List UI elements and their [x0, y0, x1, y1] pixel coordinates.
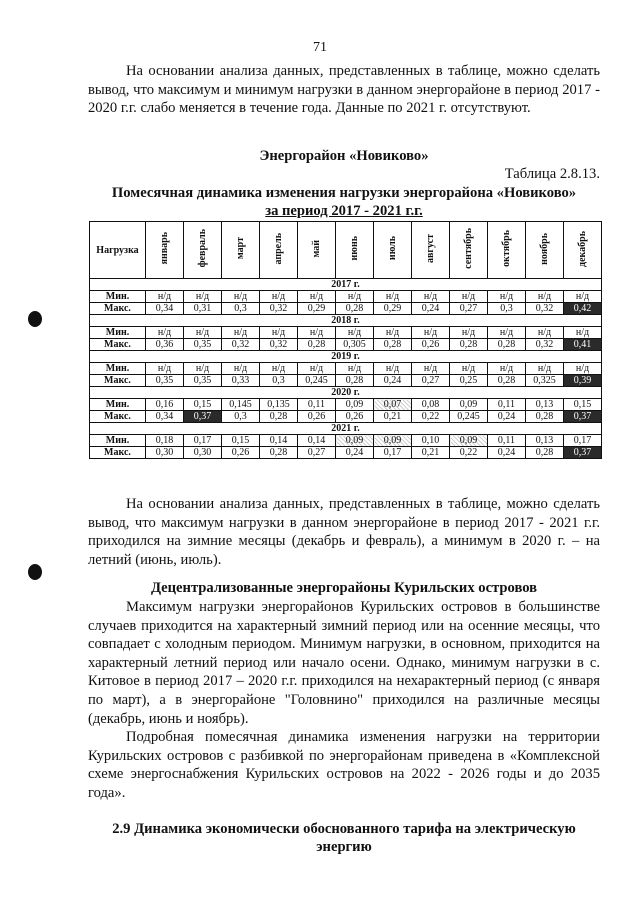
table-cell: 0,135: [260, 399, 298, 411]
table-cell: н/д: [488, 291, 526, 303]
table-cell: 0,27: [450, 303, 488, 315]
table-cell: 0,15: [564, 399, 602, 411]
table-cell: н/д: [260, 327, 298, 339]
table-row: [90, 411, 602, 423]
table-cell: 0,22: [412, 411, 450, 423]
table-cell: 0,13: [526, 435, 564, 447]
table-cell: н/д: [298, 291, 336, 303]
punch-hole: [28, 311, 42, 327]
header-month-label: август: [425, 234, 436, 263]
table-caption-line2: за период 2017 - 2021 г.г.: [265, 203, 423, 219]
table-cell: 0,28: [526, 411, 564, 423]
table-cell: н/д: [184, 327, 222, 339]
table-cell: 0,24: [374, 375, 412, 387]
header-month-label: май: [311, 239, 322, 258]
table-row: [90, 303, 602, 315]
row-label: Макс.: [90, 339, 146, 351]
table-cell: н/д: [374, 363, 412, 375]
table-cell: н/д: [298, 327, 336, 339]
header-month-label: апрель: [273, 232, 284, 265]
table-cell: 0,21: [374, 411, 412, 423]
row-label: Макс.: [90, 411, 146, 423]
table-cell: н/д: [412, 327, 450, 339]
table-cell: н/д: [412, 291, 450, 303]
conclusion-paragraph: На основании анализа данных, представленных в таблице, можно сделать вывод, что максимум нагрузки в данном энергорайоне в период 2017 - 2021 г.г. приходился на зимние месяцы (декабрь и февраль), а минимум в 2020 г. – на летний (июнь, июль).: [88, 496, 600, 568]
table-cell: н/д: [526, 291, 564, 303]
table-cell: 0,37: [564, 447, 602, 459]
year-row: [90, 387, 602, 399]
table-cell: 0,35: [146, 375, 184, 387]
section3-title-line2: энергию: [316, 839, 372, 855]
table-cell: 0,34: [146, 303, 184, 315]
table-caption-line1: Помесячная динамика изменения нагрузки энергорайона «Новиково»: [111, 185, 577, 201]
table-cell: 0,33: [222, 375, 260, 387]
header-month-label: ноябрь: [539, 232, 550, 265]
header-month: [184, 222, 222, 279]
year-label: 2021 г.: [90, 423, 602, 435]
intro-paragraph: На основании анализа данных, представленных в таблице, можно сделать вывод, что максимум и минимум нагрузки в данном энергорайоне в период 2017 - 2020 г.г. слабо меняется в течение года. Данные по 2021 г. отсутствуют.: [88, 63, 600, 117]
punch-hole: [28, 564, 42, 580]
header-month-label: июль: [387, 236, 398, 261]
table-cell: 0,145: [222, 399, 260, 411]
table-caption: [88, 184, 600, 220]
table-cell: 0,3: [222, 411, 260, 423]
table-cell: 0,42: [564, 303, 602, 315]
table-cell: н/д: [374, 327, 412, 339]
table-cell: 0,3: [222, 303, 260, 315]
header-month: [450, 222, 488, 279]
table-cell: 0,32: [526, 339, 564, 351]
header-month: [564, 222, 602, 279]
table-cell: 0,24: [488, 447, 526, 459]
table-cell: 0,27: [298, 447, 336, 459]
table-cell: н/д: [260, 363, 298, 375]
header-month-label: февраль: [197, 229, 208, 268]
table-cell: 0,36: [146, 339, 184, 351]
header-month: [146, 222, 184, 279]
header-month: [412, 222, 450, 279]
table-cell: 0,325: [526, 375, 564, 387]
row-label: Мин.: [90, 291, 146, 303]
section2-title: Децентрализованные энергорайоны Курильских островов: [150, 580, 538, 596]
table-cell: 0,24: [336, 447, 374, 459]
page-number: 71: [313, 40, 327, 55]
table-cell: 0,09: [336, 399, 374, 411]
table-cell: 0,10: [412, 435, 450, 447]
table-cell: 0,09: [336, 435, 374, 447]
table-cell: н/д: [336, 291, 374, 303]
year-row: [90, 279, 602, 291]
table-cell: 0,09: [374, 435, 412, 447]
row-label: Макс.: [90, 303, 146, 315]
table-cell: 0,15: [184, 399, 222, 411]
header-month-label: декабрь: [577, 230, 588, 267]
table-cell: 0,28: [526, 447, 564, 459]
year-row: [90, 423, 602, 435]
table-cell: 0,28: [336, 303, 374, 315]
table-cell: 0,11: [488, 435, 526, 447]
table-cell: н/д: [146, 363, 184, 375]
table-cell: н/д: [564, 363, 602, 375]
table-cell: н/д: [222, 327, 260, 339]
table-cell: н/д: [450, 363, 488, 375]
header-month-label: март: [235, 237, 246, 260]
table-cell: 0,17: [564, 435, 602, 447]
table-cell: 0,21: [412, 447, 450, 459]
header-month-label: сентябрь: [463, 228, 474, 269]
table-cell: 0,34: [146, 411, 184, 423]
year-row: [90, 351, 602, 363]
year-label: 2018 г.: [90, 315, 602, 327]
table-cell: 0,26: [412, 339, 450, 351]
table-cell: 0,32: [526, 303, 564, 315]
table-cell: 0,305: [336, 339, 374, 351]
table-cell: н/д: [336, 363, 374, 375]
table-cell: 0,29: [298, 303, 336, 315]
table-cell: 0,26: [222, 447, 260, 459]
header-month: [336, 222, 374, 279]
table-cell: 0,31: [184, 303, 222, 315]
table-cell: н/д: [526, 363, 564, 375]
year-label: 2020 г.: [90, 387, 602, 399]
table-cell: н/д: [526, 327, 564, 339]
table-row: [90, 375, 602, 387]
table-cell: 0,245: [298, 375, 336, 387]
table-cell: 0,14: [298, 435, 336, 447]
table-cell: 0,13: [526, 399, 564, 411]
header-month: [260, 222, 298, 279]
table-cell: 0,14: [260, 435, 298, 447]
table-cell: н/д: [222, 363, 260, 375]
year-row: [90, 315, 602, 327]
section-title: Энергорайон «Новиково»: [259, 148, 429, 164]
table-row: [90, 339, 602, 351]
section3-title-line1: 2.9 Динамика экономически обоснованного тарифа на электрическую: [112, 821, 576, 837]
table-cell: н/д: [374, 291, 412, 303]
year-label: 2019 г.: [90, 351, 602, 363]
row-label: Мин.: [90, 363, 146, 375]
header-month-label: июнь: [349, 236, 360, 261]
table-cell: 0,24: [412, 303, 450, 315]
table-cell: н/д: [336, 327, 374, 339]
table-cell: 0,35: [184, 375, 222, 387]
table-cell: 0,11: [488, 399, 526, 411]
row-label: Мин.: [90, 435, 146, 447]
table-cell: 0,28: [336, 375, 374, 387]
table-cell: н/д: [146, 327, 184, 339]
table-cell: 0,30: [146, 447, 184, 459]
table-number: Таблица 2.8.13.: [504, 166, 600, 182]
table-cell: 0,28: [488, 339, 526, 351]
row-label: Макс.: [90, 447, 146, 459]
table-cell: 0,39: [564, 375, 602, 387]
table-cell: н/д: [488, 363, 526, 375]
table-cell: 0,25: [450, 375, 488, 387]
table-cell: 0,26: [336, 411, 374, 423]
table-cell: 0,07: [374, 399, 412, 411]
table-cell: 0,16: [146, 399, 184, 411]
row-label: Мин.: [90, 399, 146, 411]
table-cell: н/д: [222, 291, 260, 303]
table-cell: 0,3: [488, 303, 526, 315]
year-label: 2017 г.: [90, 279, 602, 291]
section2-paragraph1: Максимум нагрузки энергорайонов Курильских островов в большинстве случаев приходится на характерный зимний период или на осенние месяцы, что совпадает с холодным периодом. Минимум нагрузки, в основном, приходится на характерный летний период или начало осени. Однако, минимум нагрузки в с. Китовое в период 2017 – 2020 г.г. приходился на нехарактерный период (с января по март), а в энергорайоне "Головнино" приходился на различные месяцы (декабрь, июнь и ноябрь).: [88, 599, 600, 727]
table-cell: 0,32: [260, 339, 298, 351]
table-cell: 0,41: [564, 339, 602, 351]
table-cell: н/д: [184, 291, 222, 303]
table-cell: н/д: [260, 291, 298, 303]
table-cell: н/д: [412, 363, 450, 375]
table-cell: 0,09: [450, 399, 488, 411]
table-cell: н/д: [450, 327, 488, 339]
table-cell: 0,28: [488, 375, 526, 387]
table-cell: 0,28: [298, 339, 336, 351]
table-cell: н/д: [564, 291, 602, 303]
table-cell: 0,32: [222, 339, 260, 351]
table-cell: 0,35: [184, 339, 222, 351]
table-cell: 0,17: [374, 447, 412, 459]
table-cell: 0,09: [450, 435, 488, 447]
table-cell: 0,15: [222, 435, 260, 447]
table-cell: н/д: [488, 327, 526, 339]
table-row: [90, 435, 602, 447]
table-cell: н/д: [184, 363, 222, 375]
table-cell: 0,22: [450, 447, 488, 459]
table-cell: 0,28: [374, 339, 412, 351]
table-cell: н/д: [564, 327, 602, 339]
table-cell: 0,3: [260, 375, 298, 387]
row-label: Мин.: [90, 327, 146, 339]
table-cell: 0,32: [260, 303, 298, 315]
header-month: [374, 222, 412, 279]
table-header-row: [90, 222, 602, 279]
table-cell: 0,28: [450, 339, 488, 351]
table-cell: 0,11: [298, 399, 336, 411]
header-month: [298, 222, 336, 279]
table-row: [90, 291, 602, 303]
table-row: [90, 363, 602, 375]
table-cell: н/д: [298, 363, 336, 375]
header-load: Нагрузка: [90, 222, 146, 279]
table-cell: 0,28: [260, 411, 298, 423]
table-cell: 0,24: [488, 411, 526, 423]
table-row: [90, 327, 602, 339]
table-body: [90, 279, 602, 459]
table-row: [90, 399, 602, 411]
header-month-label: октябрь: [501, 230, 512, 267]
header-month: [488, 222, 526, 279]
table-cell: н/д: [146, 291, 184, 303]
table-cell: 0,08: [412, 399, 450, 411]
table-row: [90, 447, 602, 459]
row-label: Макс.: [90, 375, 146, 387]
table-cell: 0,37: [184, 411, 222, 423]
table-cell: 0,37: [564, 411, 602, 423]
table-cell: н/д: [450, 291, 488, 303]
table-cell: 0,29: [374, 303, 412, 315]
header-month: [222, 222, 260, 279]
section3-title: [88, 820, 600, 856]
table-cell: 0,28: [260, 447, 298, 459]
table-cell: 0,245: [450, 411, 488, 423]
header-month: [526, 222, 564, 279]
table-cell: 0,18: [146, 435, 184, 447]
table-cell: 0,27: [412, 375, 450, 387]
header-month-label: январь: [159, 232, 170, 265]
table-cell: 0,17: [184, 435, 222, 447]
table-cell: 0,26: [298, 411, 336, 423]
table-cell: 0,30: [184, 447, 222, 459]
section2-paragraph2: Подробная помесячная динамика изменения нагрузки на территории Курильских островов с разбивкой по энергорайонам приведена в «Комплексной схеме энергоснабжения Курильских островов на 2022 - 2026 годы и до 2035 года».: [88, 729, 600, 801]
load-table: [89, 221, 602, 459]
